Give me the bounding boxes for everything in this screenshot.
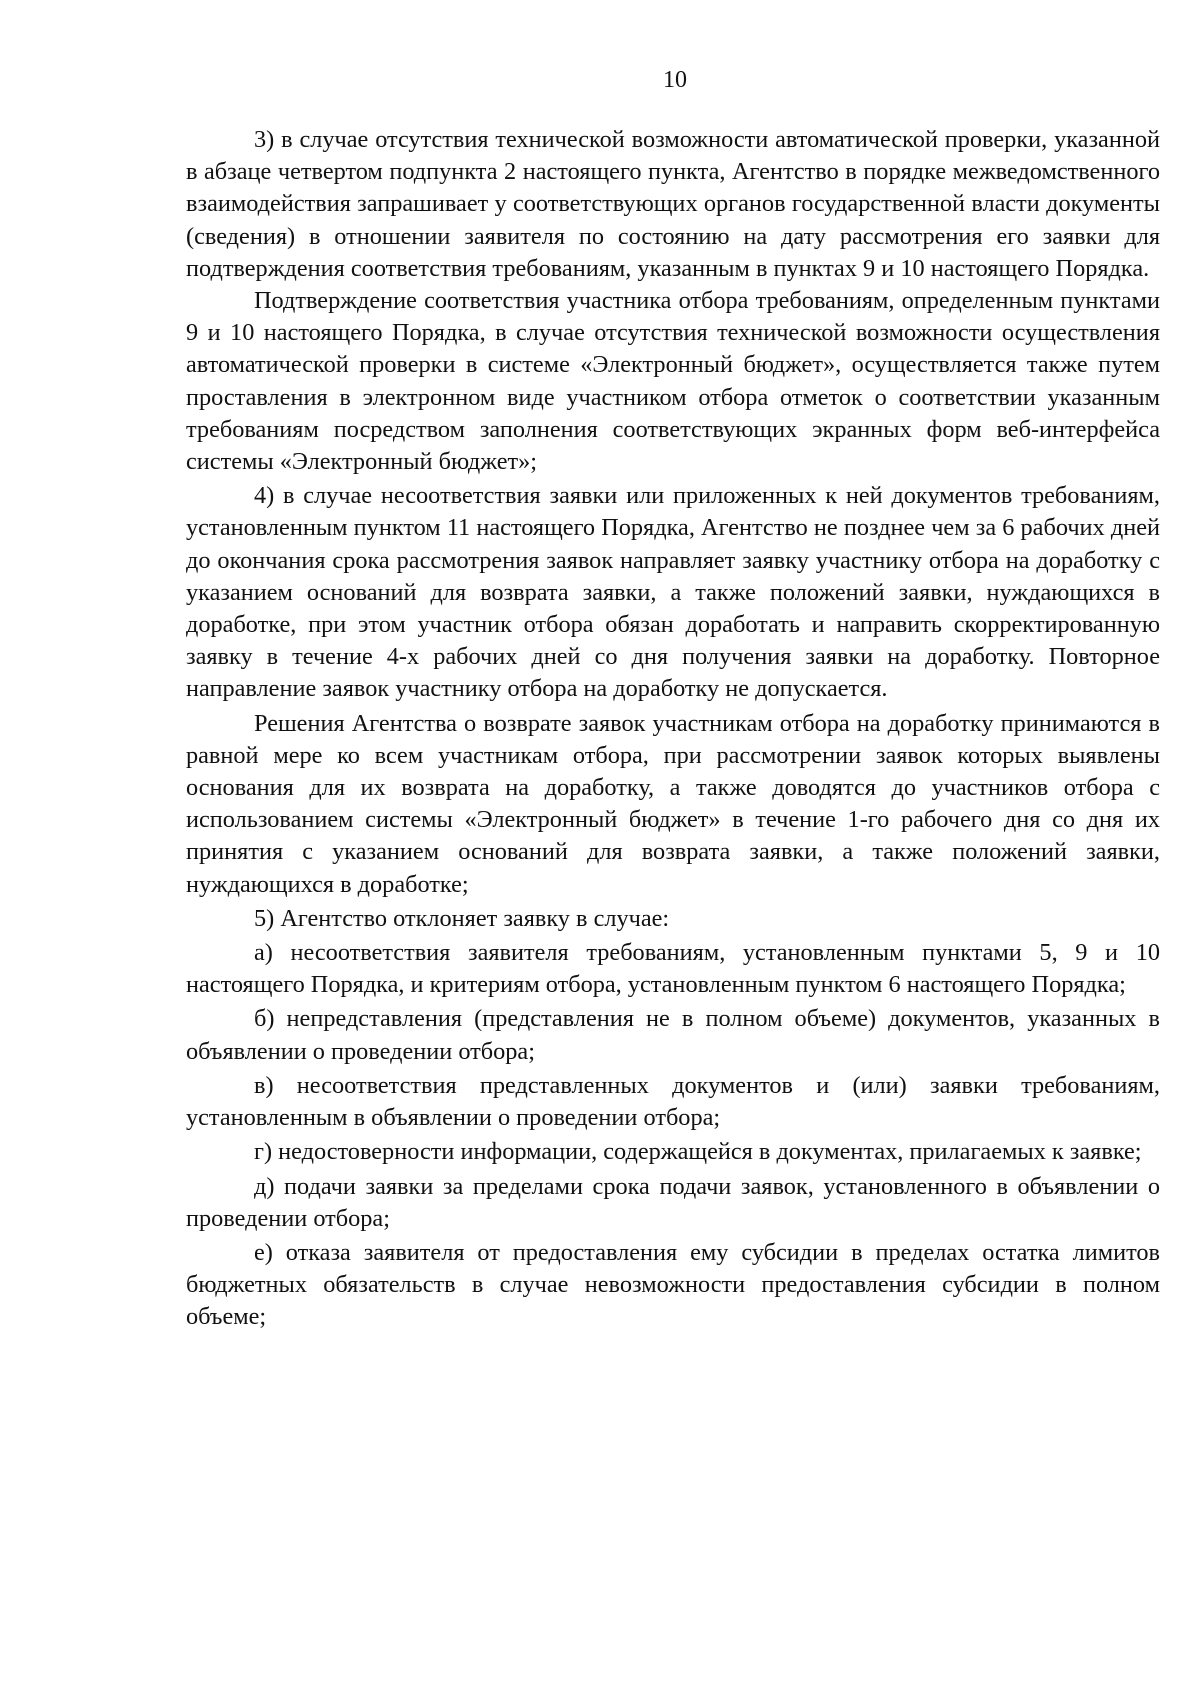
page-number: 10 bbox=[663, 67, 687, 93]
paragraph-subitem-v: в) несоответствия представленных документов и (или) заявки требованиям, установленным в объявлении о проведении отбора; bbox=[186, 1071, 1160, 1132]
paragraph-item-5: 5) Агентство отклоняет заявку в случае: bbox=[254, 904, 670, 932]
paragraph-subitem-b: б) непредставления (представления не в полном объеме) документов, указанных в объявлении о проведении отбора; bbox=[186, 1005, 1160, 1065]
paragraph-subitem-d: д) подачи заявки за пределами срока подачи заявок, установленного в объявлении о проведении отбора; bbox=[186, 1172, 1160, 1232]
paragraph-item-3: 3) в случае отсутствия технической возможности автоматической проверки, указанной в абзаце четвертом подпункта 2 настоящего пункта, Агентство в порядке межведомственного взаимодействия запрашивает у соответствующих органов государственной власти документы (сведения) в отношении заявителя по состоянию на дату рассмотрения его заявки для подтверждения соответствия требованиям, указанным в пунктах 9 и 10 настоящего Порядка. bbox=[186, 126, 1160, 282]
paragraph-subitem-a: а) несоответствия заявителя требованиям, установленным пунктами 5, 9 и 10 настоящего Порядка, и критериям отбора, установленным пунктом 6 настоящего Порядка; bbox=[186, 939, 1160, 999]
paragraph-subitem-e: е) отказа заявителя от предоставления ему субсидии в пределах остатка лимитов бюджетных обязательств в случае невозможности предоставления субсидии в полном объеме; bbox=[186, 1238, 1160, 1331]
paragraph-item-4: 4) в случае несоответствия заявки или приложенных к ней документов требованиям, установленным пунктом 11 настоящего Порядка, Агентство не позднее чем за 6 рабочих дней до окончания срока рассмотрения заявок направляет заявку участнику отбора на доработку с указанием оснований для возврата заявки, а также положений заявки, нуждающихся в доработке, при этом участник отбора обязан доработать и направить скорректированную заявку в течение 4-х рабочих дней со дня получения заявки на доработку. Повторное направление заявок участнику отбора на доработку не допускается. bbox=[186, 482, 1160, 703]
paragraph-subitem-g: г) недостоверности информации, содержащейся в документах, прилагаемых к заявке; bbox=[254, 1138, 1142, 1166]
paragraph-confirmation: Подтверждение соответствия участника отбора требованиям, определенным пунктами 9 и 10 настоящего Порядка, в случае отсутствия технической возможности осуществления автоматической проверки в системе «Электронный бюджет», осуществляется также путем проставления в электронном виде участником отбора отметок о соответствии указанным требованиям посредством заполнения соответствующих экранных форм веб-интерфейса системы «Электронный бюджет»; bbox=[186, 287, 1160, 476]
paragraph-agency-decisions: Решения Агентства о возврате заявок участникам отбора на доработку принимаются в равной мере ко всем участникам отбора, при рассмотрении заявок которых выявлены основания для их возврата на доработку, а также доводятся до участников отбора с использованием системы «Электронный бюджет» в течение 1-го рабочего дня со дня их принятия с указанием оснований для возврата заявки, а также положений заявки, нуждающихся в доработке; bbox=[186, 709, 1160, 898]
document-body bbox=[186, 124, 1160, 1334]
